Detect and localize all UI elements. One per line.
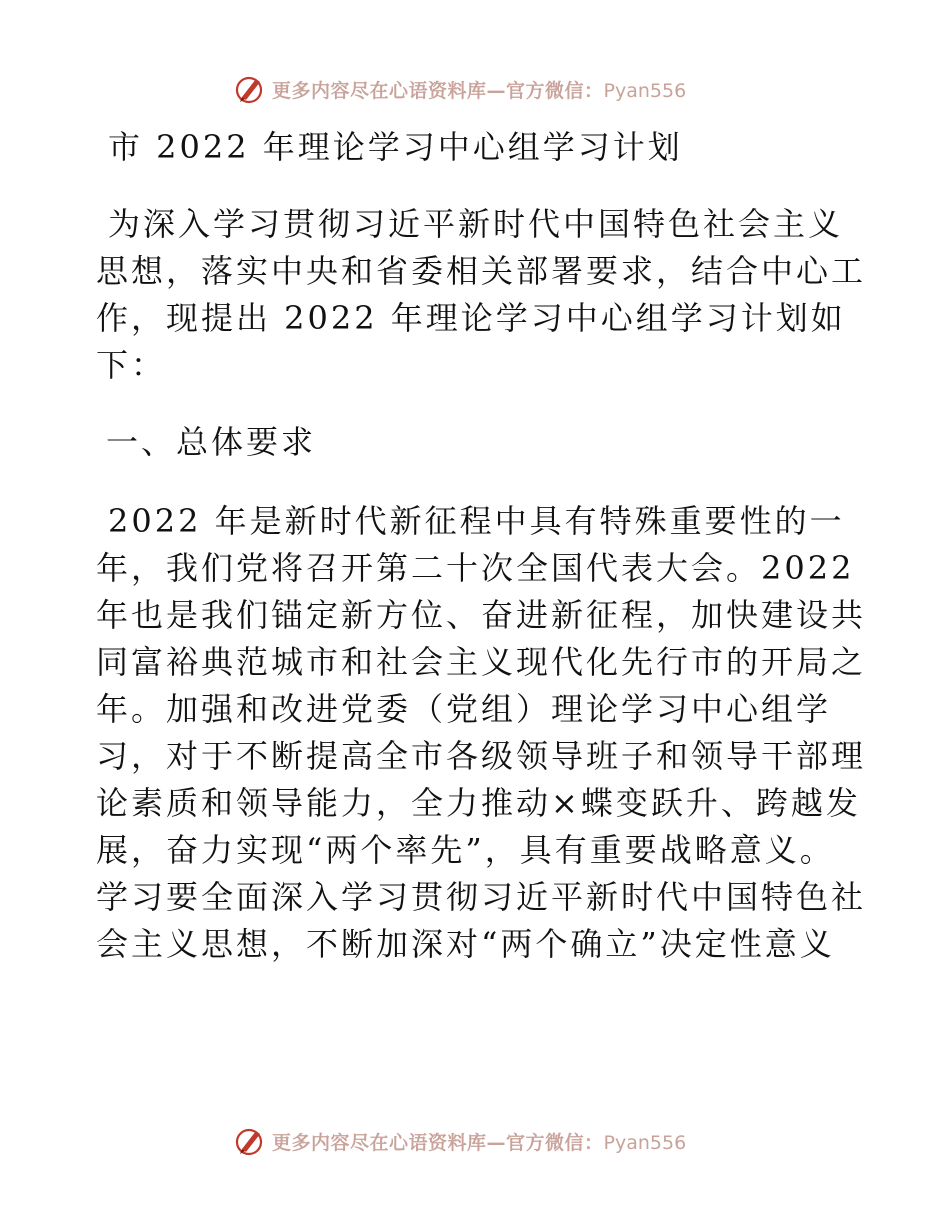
watermark-account: Pyan556: [603, 79, 687, 102]
document-body: [96, 124, 866, 968]
watermark-header: [234, 72, 686, 106]
watermark-account: Pyan556: [603, 1131, 687, 1154]
body-paragraph: 2022 年是新时代新征程中具有特殊重要性的一年，我们党将召开第二十次全国代表大会。2022 年也是我们锚定新方位、奋进新征程，加快建设共同富裕典范城市和社会主义现代化先行市的开局之年。加强和改进党委（党组）理论学习中心组学习，对于不断提高全市各级领导班子和领导干部理论素质和领导能力，全力推动×蝶变跃升、跨越发展，奋力实现“两个率先”，具有重要战略意义。学习要全面深入学习贯彻习近平新时代中国特色社会主义思想，不断加深对“两个确立”决定性意义: [96, 502, 867, 963]
watermark-text: 更多内容尽在心语资料库—官方微信：Pyan556: [272, 79, 687, 102]
intro-paragraph: 为深入学习贯彻习近平新时代中国特色社会主义思想，落实中央和省委相关部署要求，结合中心工作，现提出 2022 年理论学习中心组学习计划如下：: [96, 205, 867, 384]
watermark-footer: [234, 1124, 686, 1158]
logo-pen-icon: [234, 1125, 266, 1157]
watermark-text: 更多内容尽在心语资料库—官方微信：Pyan556: [272, 1131, 687, 1154]
document-title: 市 2022 年理论学习中心组学习计划: [108, 128, 683, 166]
section-heading: 一、总体要求: [106, 423, 317, 461]
logo-pen-icon: [234, 73, 266, 105]
